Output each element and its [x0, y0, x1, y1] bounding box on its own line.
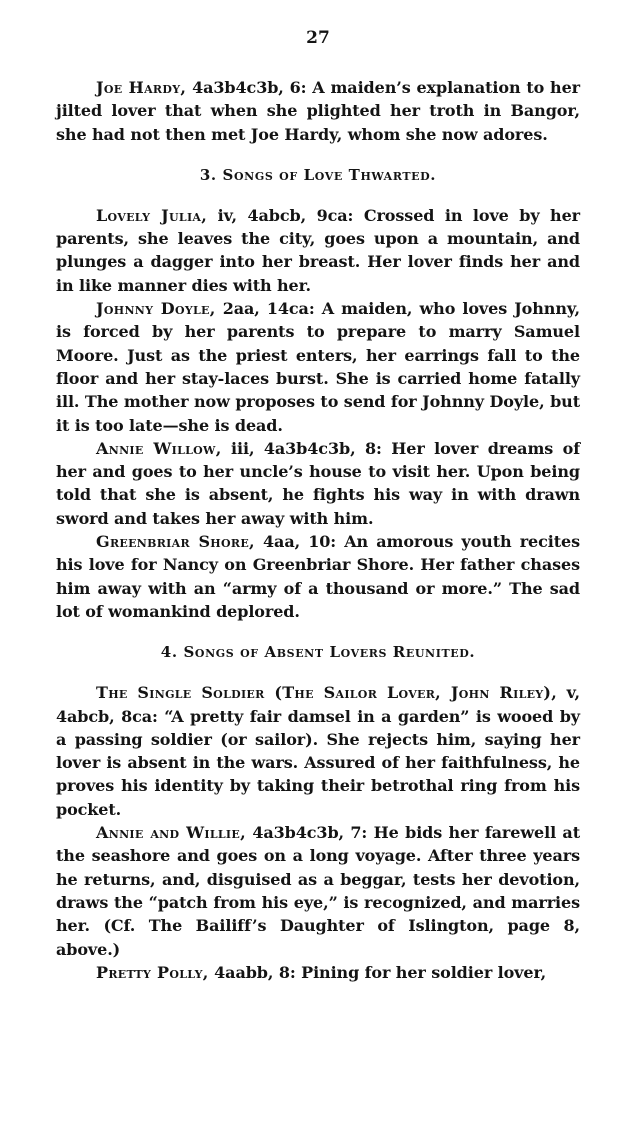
- entry-text: 4a3b4c3b, 7: He bids her farewell at the seashore and goes on a long voyage. After three years he returns, and, disguised as a beggar, tests her devotion, draws the “patch from his eye,” is recognized, and marries her. (Cf. The Bailiff’s Daughter of Islington, page 8, above.): [56, 823, 580, 959]
- entry-text: 4aabb, 8: Pining for her soldier lover,: [208, 962, 547, 982]
- entry-joe-hardy: [56, 76, 580, 146]
- entry-title: Joe Hardy,: [96, 78, 187, 97]
- book-page: [56, 26, 580, 984]
- entry-text: v, 4abcb, 8ca: “A pretty fair damsel in a garden” is wooed by a passing soldier (or sailor). She rejects him, saying her lover is absent in the wars. Assured of her faithfulness, he proves his identity by taking their betrothal ring from his pocket.: [56, 683, 580, 819]
- section-heading-love-thwarted: 3. Songs of Love Thwarted.: [199, 165, 437, 184]
- section-heading-absent-lovers: 4. Songs of Absent Lovers Reunited.: [160, 643, 476, 662]
- entry-text: iv, 4abcb, 9ca: Crossed in love by her parents, she leaves the city, goes upon a mountain, and plunges a dagger into her breast. Her lover finds her and in like manner dies with her.: [56, 205, 580, 295]
- entry-title: Lovely Julia,: [96, 205, 208, 225]
- entry-johnny-doyle: [56, 297, 580, 437]
- entry-title: Annie and Willie,: [96, 823, 246, 843]
- entry-text: 4a3b4c3b, 6: A maiden’s explanation to her jilted lover that when she plighted her troth in Bangor, she had not then met Joe Hardy, whom she now adores.: [56, 78, 580, 144]
- entry-title: Greenbriar Shore,: [96, 532, 255, 552]
- entry-title: Johnny Doyle,: [96, 299, 216, 319]
- entry-greenbriar-shore: [56, 530, 580, 623]
- entry-single-soldier: [56, 681, 580, 821]
- entry-title: Annie Willow,: [96, 438, 222, 458]
- entry-lovely-julia: [56, 204, 580, 297]
- entry-annie-willow: [56, 437, 580, 530]
- entry-title: Pretty Polly,: [96, 962, 209, 982]
- entry-pretty-polly: [56, 961, 580, 984]
- entry-annie-and-willie: [56, 821, 580, 961]
- entry-text: 2aa, 14ca: A maiden, who loves Johnny, is forced by her parents to prepare to marry Samuel Moore. Just as the priest enters, her earrings fall to the floor and her stay-laces burst. She is carried home fatally ill. The mother now proposes to send for Johnny Doyle, but it is too late—she is dead.: [56, 299, 580, 435]
- entry-text: iii, 4a3b4c3b, 8: Her lover dreams of her and goes to her uncle’s house to visit her. Upon being told that she is absent, he fights his way in with drawn sword and takes her away with him.: [56, 438, 580, 528]
- page-number: 27: [306, 28, 330, 48]
- entry-title: The Single Soldier (The Sailor Lover, John Riley),: [96, 683, 558, 703]
- entry-text: 4aa, 10: An amorous youth recites his love for Nancy on Greenbriar Shore. Her father chases him away with an “army of a thousand or more.” The sad lot of womankind deplored.: [56, 532, 580, 621]
